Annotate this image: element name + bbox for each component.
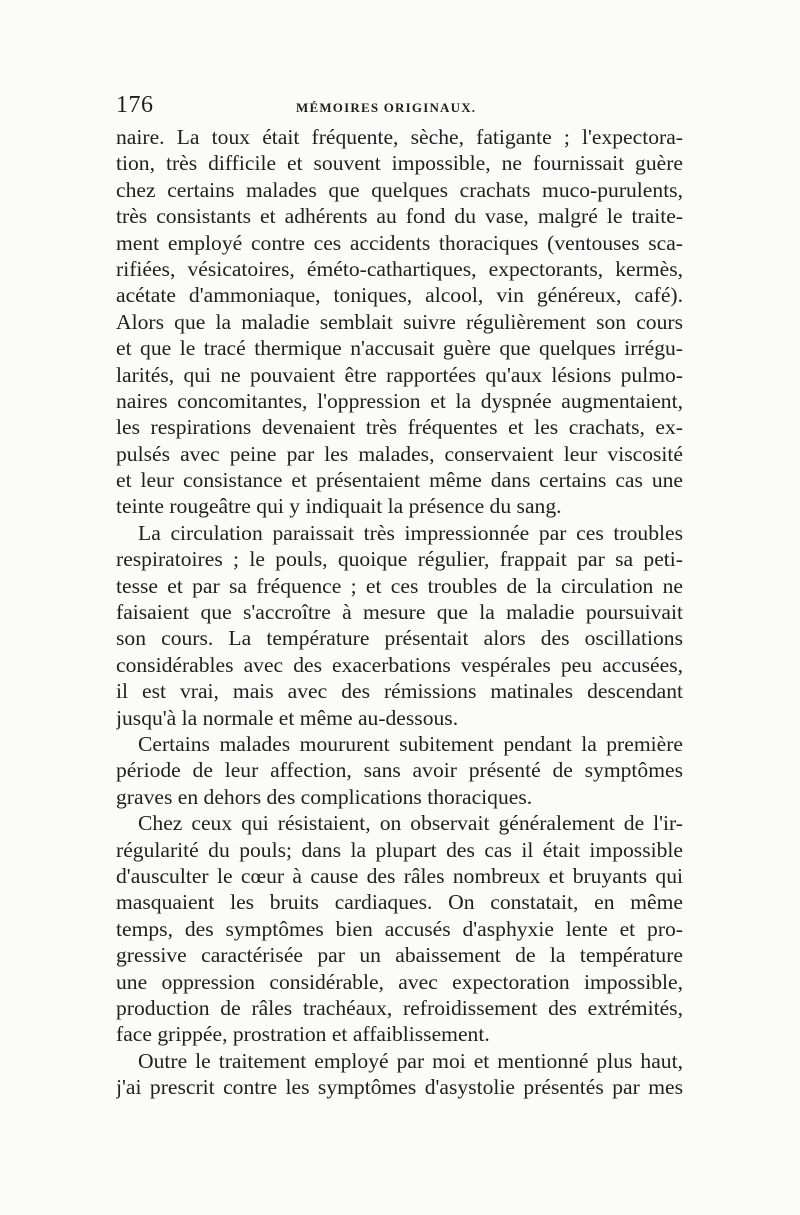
text-line: tesse et par sa fréquence ; et ces troubles de la circulation ne: [116, 573, 683, 598]
text-line: Chez ceux qui résistaient, on observait généralement de l'ir-: [138, 811, 683, 836]
text-line: temps, des symptômes bien accusés d'asphyxie lente et pro-: [116, 916, 683, 941]
text-line: pulsés avec peine par les malades, conservaient leur viscosité: [116, 441, 683, 466]
text-line: période de leur affection, sans avoir présenté de symptômes: [116, 758, 683, 783]
text-line: naires concomitantes, l'oppression et la dyspnée augmentaient,: [116, 388, 683, 413]
text-line: faisaient que s'accroître à mesure que la maladie poursuivait: [116, 600, 683, 625]
text-line: régularité du pouls; dans la plupart des cas il était impossible: [116, 837, 683, 862]
text-line: et que le tracé thermique n'accusait guère que quelques irrégu-: [116, 336, 683, 361]
text-line: face grippée, prostration et affaiblissement.: [116, 1022, 490, 1047]
text-line: Outre le traitement employé par moi et mentionné plus haut,: [138, 1048, 683, 1073]
text-line: larités, qui ne pouvaient être rapportées qu'aux lésions pulmo-: [116, 362, 683, 387]
text-line: acétate d'ammoniaque, toniques, alcool, vin généreux, café).: [116, 283, 683, 308]
text-line: considérables avec des exacerbations vespérales peu accusées,: [116, 652, 683, 677]
text-line: chez certains malades que quelques crachats muco-purulents,: [116, 177, 683, 202]
text-line: il est vrai, mais avec des rémissions matinales descendant: [116, 679, 683, 704]
text-line: graves en dehors des complications thoraciques.: [116, 784, 533, 809]
running-title: MÉMOIRES ORIGINAUX.: [296, 100, 477, 115]
text-line: naire. La toux était fréquente, sèche, fatigante ; l'expectora-: [116, 125, 683, 149]
text-line: teinte rougeâtre qui y indiquait la présence du sang.: [116, 494, 562, 519]
text-line: son cours. La température présentait alors des oscillations: [116, 626, 683, 651]
text-line: rifiées, vésicatoires, éméto-cathartiques, expectorants, kermès,: [116, 256, 683, 281]
text-line: jusqu'à la normale et même au-dessous.: [116, 705, 459, 730]
page-header: [116, 92, 686, 122]
body-text: [116, 124, 683, 1100]
text-line: La circulation paraissait très impressionnée par ces troubles: [138, 520, 683, 545]
text-line: une oppression considérable, avec expectoration impossible,: [116, 969, 683, 994]
text-line: très consistants et adhérents au fond du vase, malgré le traite-: [116, 204, 683, 229]
text-line: les respirations devenaient très fréquentes et les crachats, ex-: [116, 415, 683, 440]
text-line: j'ai prescrit contre les symptômes d'asystolie présentés par mes: [116, 1075, 683, 1100]
text-line: production de râles trachéaux, refroidissement des extrémités,: [116, 995, 683, 1020]
text-line: tion, très difficile et souvent impossible, ne fournissait guère: [116, 151, 683, 176]
text-line: masquaient les bruits cardiaques. On constatait, en même: [116, 890, 683, 915]
text-line: d'ausculter le cœur à cause des râles nombreux et bruyants qui: [116, 863, 683, 888]
page-number: 176: [116, 92, 154, 118]
text-line: Certains malades moururent subitement pendant la première: [138, 731, 683, 756]
text-line: gressive caractérisée par un abaissement de la température: [116, 943, 683, 968]
text-line: ment employé contre ces accidents thoraciques (ventouses sca-: [116, 230, 683, 255]
text-line: Alors que la maladie semblait suivre régulièrement son cours: [116, 309, 683, 334]
text-line: et leur consistance et présentaient même dans certains cas une: [116, 468, 683, 493]
text-line: respiratoires ; le pouls, quoique régulier, frappait par sa peti-: [116, 547, 683, 572]
